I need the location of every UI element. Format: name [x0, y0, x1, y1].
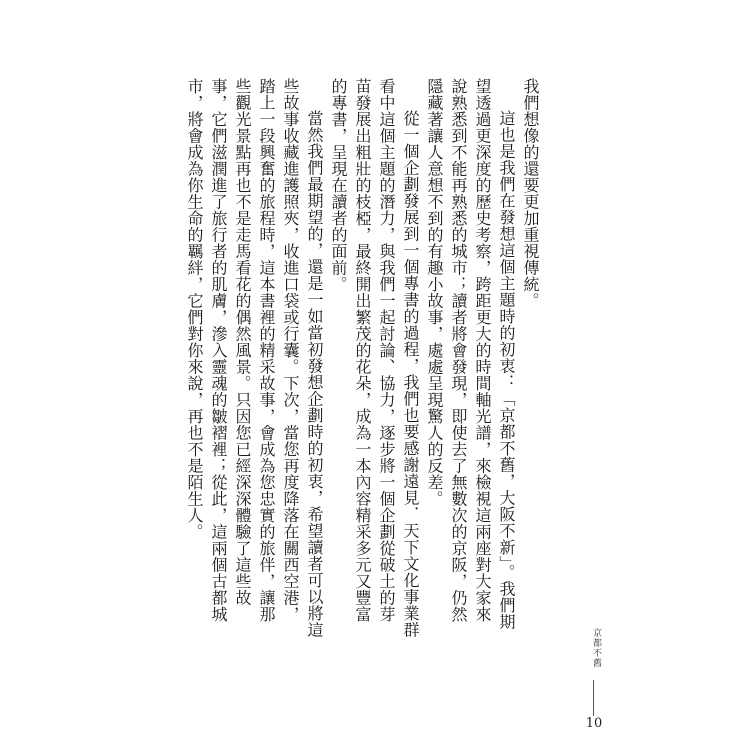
page-number: 10	[585, 716, 603, 731]
paragraph-1: 我們想像的還要更加重視傳統。	[521, 78, 540, 309]
paragraph-4: 當然我們最期望的，還是一如當初發想企劃時的初衷，希望讀者可以將這些故事收藏進護照夾，收進口袋或行囊。下次，當您再度降落在關西空港，踏上一段興奮的旅程時，這本書裡的精采故事，會成為您忠實的旅伴，讓那些觀光景點再也不是走馬看花的偶然風景。只因您已經深深體驗了這些故事，它們滋潤進了旅行者的肌膚，滲入靈魂的皺褶裡；從此，這兩個古都城市，將會成為你生命的羈絆，它們對你來說，再也不是陌生人。	[185, 78, 324, 638]
footer-rule	[593, 680, 594, 716]
paragraph-3: 從一個企劃發展到一個專書的過程，我們也要感謝遠見．天下文化事業群看中這個主題的潛力，與我們一起討論、協力，逐步將一個企劃從破土的芽苗發展出粗壯的枝椏，最終開出繁茂的花朵，成為一本內容精采多元又豐富的專書，呈現在讀者的面前。	[329, 78, 420, 638]
paragraph-2: 這也是我們在發想這個主題時的初衷：「京都不舊，大阪不新」。我們期望透過更深度的歷史考察，跨距更大的時間軸光譜，來檢視這兩座對大家來說熟悉到不能再熟悉的城市；讀者將會發現，即使去了無數次的京阪，仍然隱藏著讓人意想不到的有趣小故事，處處呈現驚人的反差。	[425, 78, 516, 630]
running-head: 京都不舊	[591, 628, 601, 668]
body-text	[172, 78, 542, 638]
